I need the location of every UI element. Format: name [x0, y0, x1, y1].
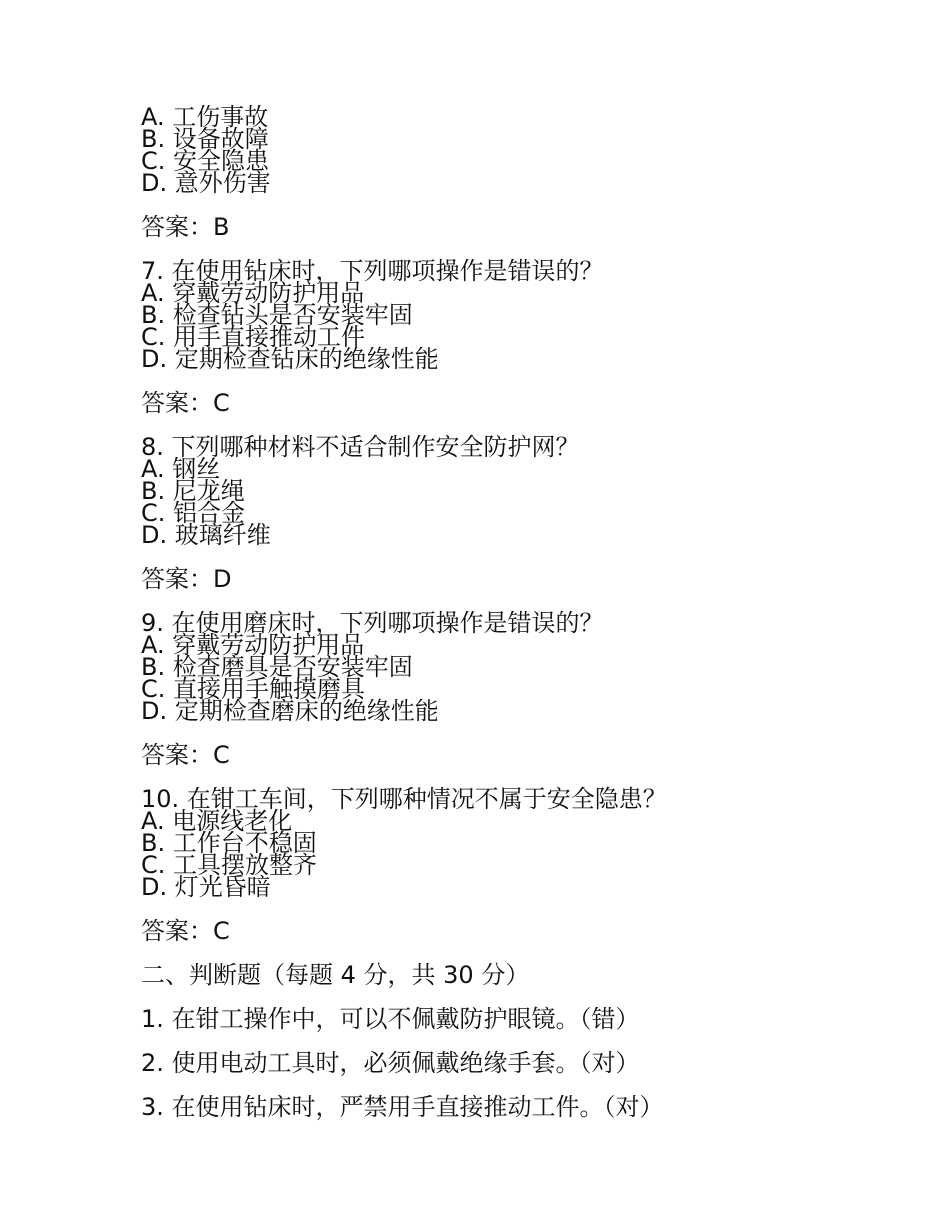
option-c: C. 安全隐患: [141, 147, 270, 175]
question-text: 9. 在使用磨床时，下列哪项操作是错误的？: [141, 609, 604, 637]
question-9-answer: 答案：C: [141, 741, 230, 769]
option-b: B. 检查钻头是否安装牢固: [141, 301, 413, 329]
option-c: C. 工具摆放整齐: [141, 851, 318, 879]
previous-question-answer: 答案：B: [141, 213, 230, 241]
question-text: 10. 在钳工车间，下列哪种情况不属于安全隐患？: [141, 785, 667, 813]
question-10: [141, 785, 921, 901]
option-d: D. 意外伤害: [141, 169, 271, 197]
option-d: D. 定期检查磨床的绝缘性能: [141, 697, 439, 725]
option-c: C. 铝合金: [141, 499, 246, 527]
option-d: D. 灯光昏暗: [141, 873, 271, 901]
option-d: D. 玻璃纤维: [141, 521, 271, 549]
option-c: C. 用手直接推动工件: [141, 323, 366, 351]
question-text: 8. 下列哪种材料不适合制作安全防护网？: [141, 433, 580, 461]
question-7: [141, 257, 921, 373]
true-false-item-2: 2. 使用电动工具时，必须佩戴绝缘手套。（对）: [141, 1049, 640, 1077]
question-9: [141, 609, 921, 725]
option-c: C. 直接用手触摸磨具: [141, 675, 366, 703]
option-b: B. 工作台不稳固: [141, 829, 317, 857]
option-b: B. 设备故障: [141, 125, 269, 153]
option-d: D. 定期检查钻床的绝缘性能: [141, 345, 439, 373]
question-8-answer: 答案：D: [141, 565, 232, 593]
option-b: B. 检查磨具是否安装牢固: [141, 653, 413, 681]
option-a: A. 电源线老化: [141, 807, 293, 835]
exam-content: [141, 103, 921, 1121]
true-false-item-1: 1. 在钳工操作中，可以不佩戴防护眼镜。（错）: [141, 1005, 640, 1033]
option-a: A. 工伤事故: [141, 103, 269, 131]
option-a: A. 穿戴劳动防护用品: [141, 631, 365, 659]
true-false-item-3: 3. 在使用钻床时，严禁用手直接推动工件。（对）: [141, 1093, 664, 1121]
question-text: 7. 在使用钻床时，下列哪项操作是错误的？: [141, 257, 604, 285]
option-a: A. 钢丝: [141, 455, 221, 483]
previous-question-options: [141, 103, 921, 197]
option-a: A. 穿戴劳动防护用品: [141, 279, 365, 307]
section-title-true-false: 二、判断题（每题 4 分，共 30 分）: [141, 961, 530, 989]
question-10-answer: 答案：C: [141, 917, 230, 945]
option-b: B. 尼龙绳: [141, 477, 245, 505]
question-7-answer: 答案：C: [141, 389, 230, 417]
question-8: [141, 433, 921, 549]
